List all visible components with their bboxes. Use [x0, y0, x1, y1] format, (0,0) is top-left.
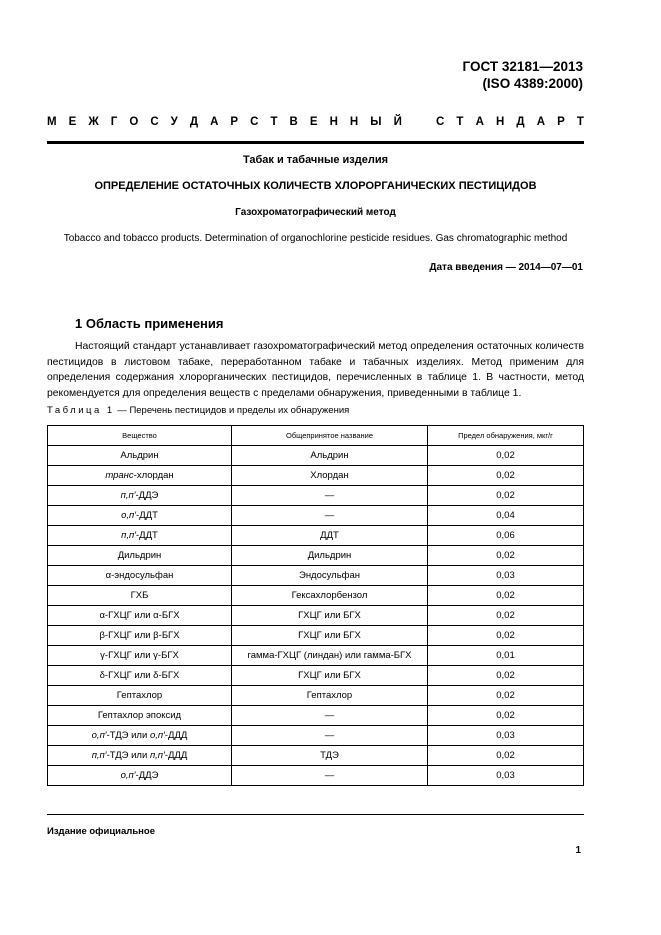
header-rule: [47, 141, 584, 144]
table-row: [48, 546, 584, 566]
cell-substance: [48, 586, 232, 606]
table-row: [48, 586, 584, 606]
pesticides-table: [47, 425, 584, 786]
cell-common-name: Альдрин: [232, 446, 428, 466]
table-row: [48, 506, 584, 526]
table-row: [48, 766, 584, 786]
section-heading: 1 Область применения: [75, 316, 224, 331]
substance-text: о,п′: [120, 770, 136, 781]
cell-substance: [48, 446, 232, 466]
table-header-row: [48, 426, 584, 446]
cell-substance: [48, 646, 232, 666]
table-caption: [47, 405, 349, 416]
section-paragraph: Настоящий стандарт устанавливает газохроматографический метод определения остаточных количеств пестицидов в листовом табаке, переработанном табаке и табачных изделиях. Метод применим для определения содержания хлорорганических пестицидов, перечисленных в таблице 1. В частности, метод рекомендуется для определения веществ с пределами обнаружения, приведенными в таблице 1.: [47, 341, 584, 399]
cell-substance: [48, 706, 232, 726]
table-row: [48, 726, 584, 746]
substance-text: о,п′: [121, 510, 137, 521]
page-number: 1: [575, 845, 581, 856]
cell-substance: [48, 546, 232, 566]
standard-word: С Т А Н Д А Р Т: [436, 116, 584, 128]
interstate-standard-banner: [47, 116, 584, 128]
cell-detection-limit: 0,02: [428, 666, 584, 686]
cell-common-name: Дильдрин: [232, 546, 428, 566]
cell-common-name: ТДЭ: [232, 746, 428, 766]
table-row: [48, 706, 584, 726]
title-line-3: Газохроматографический метод: [235, 207, 396, 218]
standard-number: [463, 58, 583, 92]
cell-detection-limit: 0,02: [428, 546, 584, 566]
substance-text: -ТДЭ или: [106, 750, 150, 761]
cell-common-name: —: [232, 726, 428, 746]
table-row: [48, 526, 584, 546]
substance-text: Альдрин: [120, 450, 159, 461]
table-row: [48, 626, 584, 646]
cell-common-name: —: [232, 766, 428, 786]
cell-substance: [48, 566, 232, 586]
cell-detection-limit: 0,03: [428, 766, 584, 786]
cell-detection-limit: 0,02: [428, 626, 584, 646]
substance-text: -ДДЭ: [135, 490, 159, 501]
table-row: [48, 746, 584, 766]
title-line-2: ОПРЕДЕЛЕНИЕ ОСТАТОЧНЫХ КОЛИЧЕСТВ ХЛОРОРГАНИЧЕСКИХ ПЕСТИЦИДОВ: [94, 180, 537, 192]
cell-detection-limit: 0,02: [428, 706, 584, 726]
substance-text: -ТДЭ или: [106, 730, 150, 741]
substance-text: γ-ГХЦГ или γ-БГХ: [100, 650, 179, 661]
table-row: [48, 466, 584, 486]
table-caption-text: — Перечень пестицидов и пределы их обнаружения: [114, 405, 350, 416]
substance-text: -ДДД: [164, 750, 188, 761]
gost-number: ГОСТ 32181—2013: [462, 59, 583, 74]
header-common-name: Общепринятое название: [232, 426, 428, 446]
table-row: [48, 446, 584, 466]
cell-substance: [48, 686, 232, 706]
cell-detection-limit: 0,04: [428, 506, 584, 526]
cell-detection-limit: 0,02: [428, 446, 584, 466]
cell-substance: [48, 606, 232, 626]
substance-text: ГХБ: [130, 590, 149, 601]
cell-common-name: —: [232, 506, 428, 526]
introduction-date: Дата введения — 2014—07—01: [429, 262, 583, 273]
cell-detection-limit: 0,02: [428, 606, 584, 626]
header-substance: Вещество: [48, 426, 232, 446]
substance-text: -ДДТ: [136, 510, 158, 521]
table-caption-label: Таблица 1: [47, 405, 115, 416]
table-row: [48, 566, 584, 586]
cell-substance: [48, 486, 232, 506]
cell-substance: [48, 746, 232, 766]
cell-detection-limit: 0,03: [428, 726, 584, 746]
substance-text: о,п′: [91, 730, 107, 741]
cell-detection-limit: 0,03: [428, 566, 584, 586]
substance-text: -хлордан: [133, 470, 174, 481]
official-edition: Издание официальное: [47, 826, 155, 837]
cell-common-name: ГХЦГ или БГХ: [232, 626, 428, 646]
cell-detection-limit: 0,01: [428, 646, 584, 666]
cell-detection-limit: 0,02: [428, 746, 584, 766]
cell-common-name: —: [232, 486, 428, 506]
substance-text: δ-ГХЦГ или δ-БГХ: [99, 670, 180, 681]
cell-detection-limit: 0,06: [428, 526, 584, 546]
cell-common-name: —: [232, 706, 428, 726]
substance-text: транс: [105, 470, 134, 481]
substance-text: о,п′: [149, 730, 165, 741]
substance-text: п,п′: [149, 750, 165, 761]
cell-substance: [48, 506, 232, 526]
interstate-word: М Е Ж Г О С У Д А Р С Т В Е Н Н Ы Й: [47, 116, 402, 128]
table-row: [48, 646, 584, 666]
cell-detection-limit: 0,02: [428, 686, 584, 706]
cell-substance: [48, 466, 232, 486]
substance-text: -ДДЭ: [135, 770, 159, 781]
table-row: [48, 686, 584, 706]
cell-common-name: ГХЦГ или БГХ: [232, 606, 428, 626]
english-title: Tobacco and tobacco products. Determination of organochlorine pesticide residues. Gas chromatographic method: [63, 233, 568, 244]
cell-substance: [48, 666, 232, 686]
cell-detection-limit: 0,02: [428, 486, 584, 506]
table-row: [48, 666, 584, 686]
table-row: [48, 606, 584, 626]
substance-text: Гептахлор эпоксид: [97, 710, 182, 721]
header-detection-limit: Предел обнаружения, мкг/г: [428, 426, 584, 446]
substance-text: п,п′: [91, 750, 107, 761]
substance-text: β-ГХЦГ или β-БГХ: [99, 630, 180, 641]
cell-common-name: Хлордан: [232, 466, 428, 486]
cell-common-name: Гептахлор: [232, 686, 428, 706]
cell-common-name: Эндосульфан: [232, 566, 428, 586]
substance-text: п,п′: [121, 530, 137, 541]
cell-common-name: Гексахлорбензол: [232, 586, 428, 606]
substance-text: Дильдрин: [117, 550, 162, 561]
substance-text: -ДДТ: [136, 530, 158, 541]
substance-text: α-эндосульфан: [105, 570, 174, 581]
table-row: [48, 486, 584, 506]
footer-rule: [47, 814, 584, 815]
substance-text: Гептахлор: [116, 690, 163, 701]
cell-common-name: гамма-ГХЦГ (линдан) или гамма-БГХ: [232, 646, 428, 666]
substance-text: α-ГХЦГ или α-БГХ: [99, 610, 180, 621]
cell-substance: [48, 726, 232, 746]
substance-text: -ДДД: [164, 730, 188, 741]
cell-detection-limit: 0,02: [428, 466, 584, 486]
title-line-1: Табак и табачные изделия: [242, 154, 389, 166]
cell-substance: [48, 626, 232, 646]
cell-detection-limit: 0,02: [428, 586, 584, 606]
cell-substance: [48, 526, 232, 546]
cell-common-name: ДДТ: [232, 526, 428, 546]
cell-common-name: ГХЦГ или БГХ: [232, 666, 428, 686]
substance-text: п,п′: [120, 490, 136, 501]
iso-number: (ISO 4389:2000): [482, 76, 583, 91]
cell-substance: [48, 766, 232, 786]
